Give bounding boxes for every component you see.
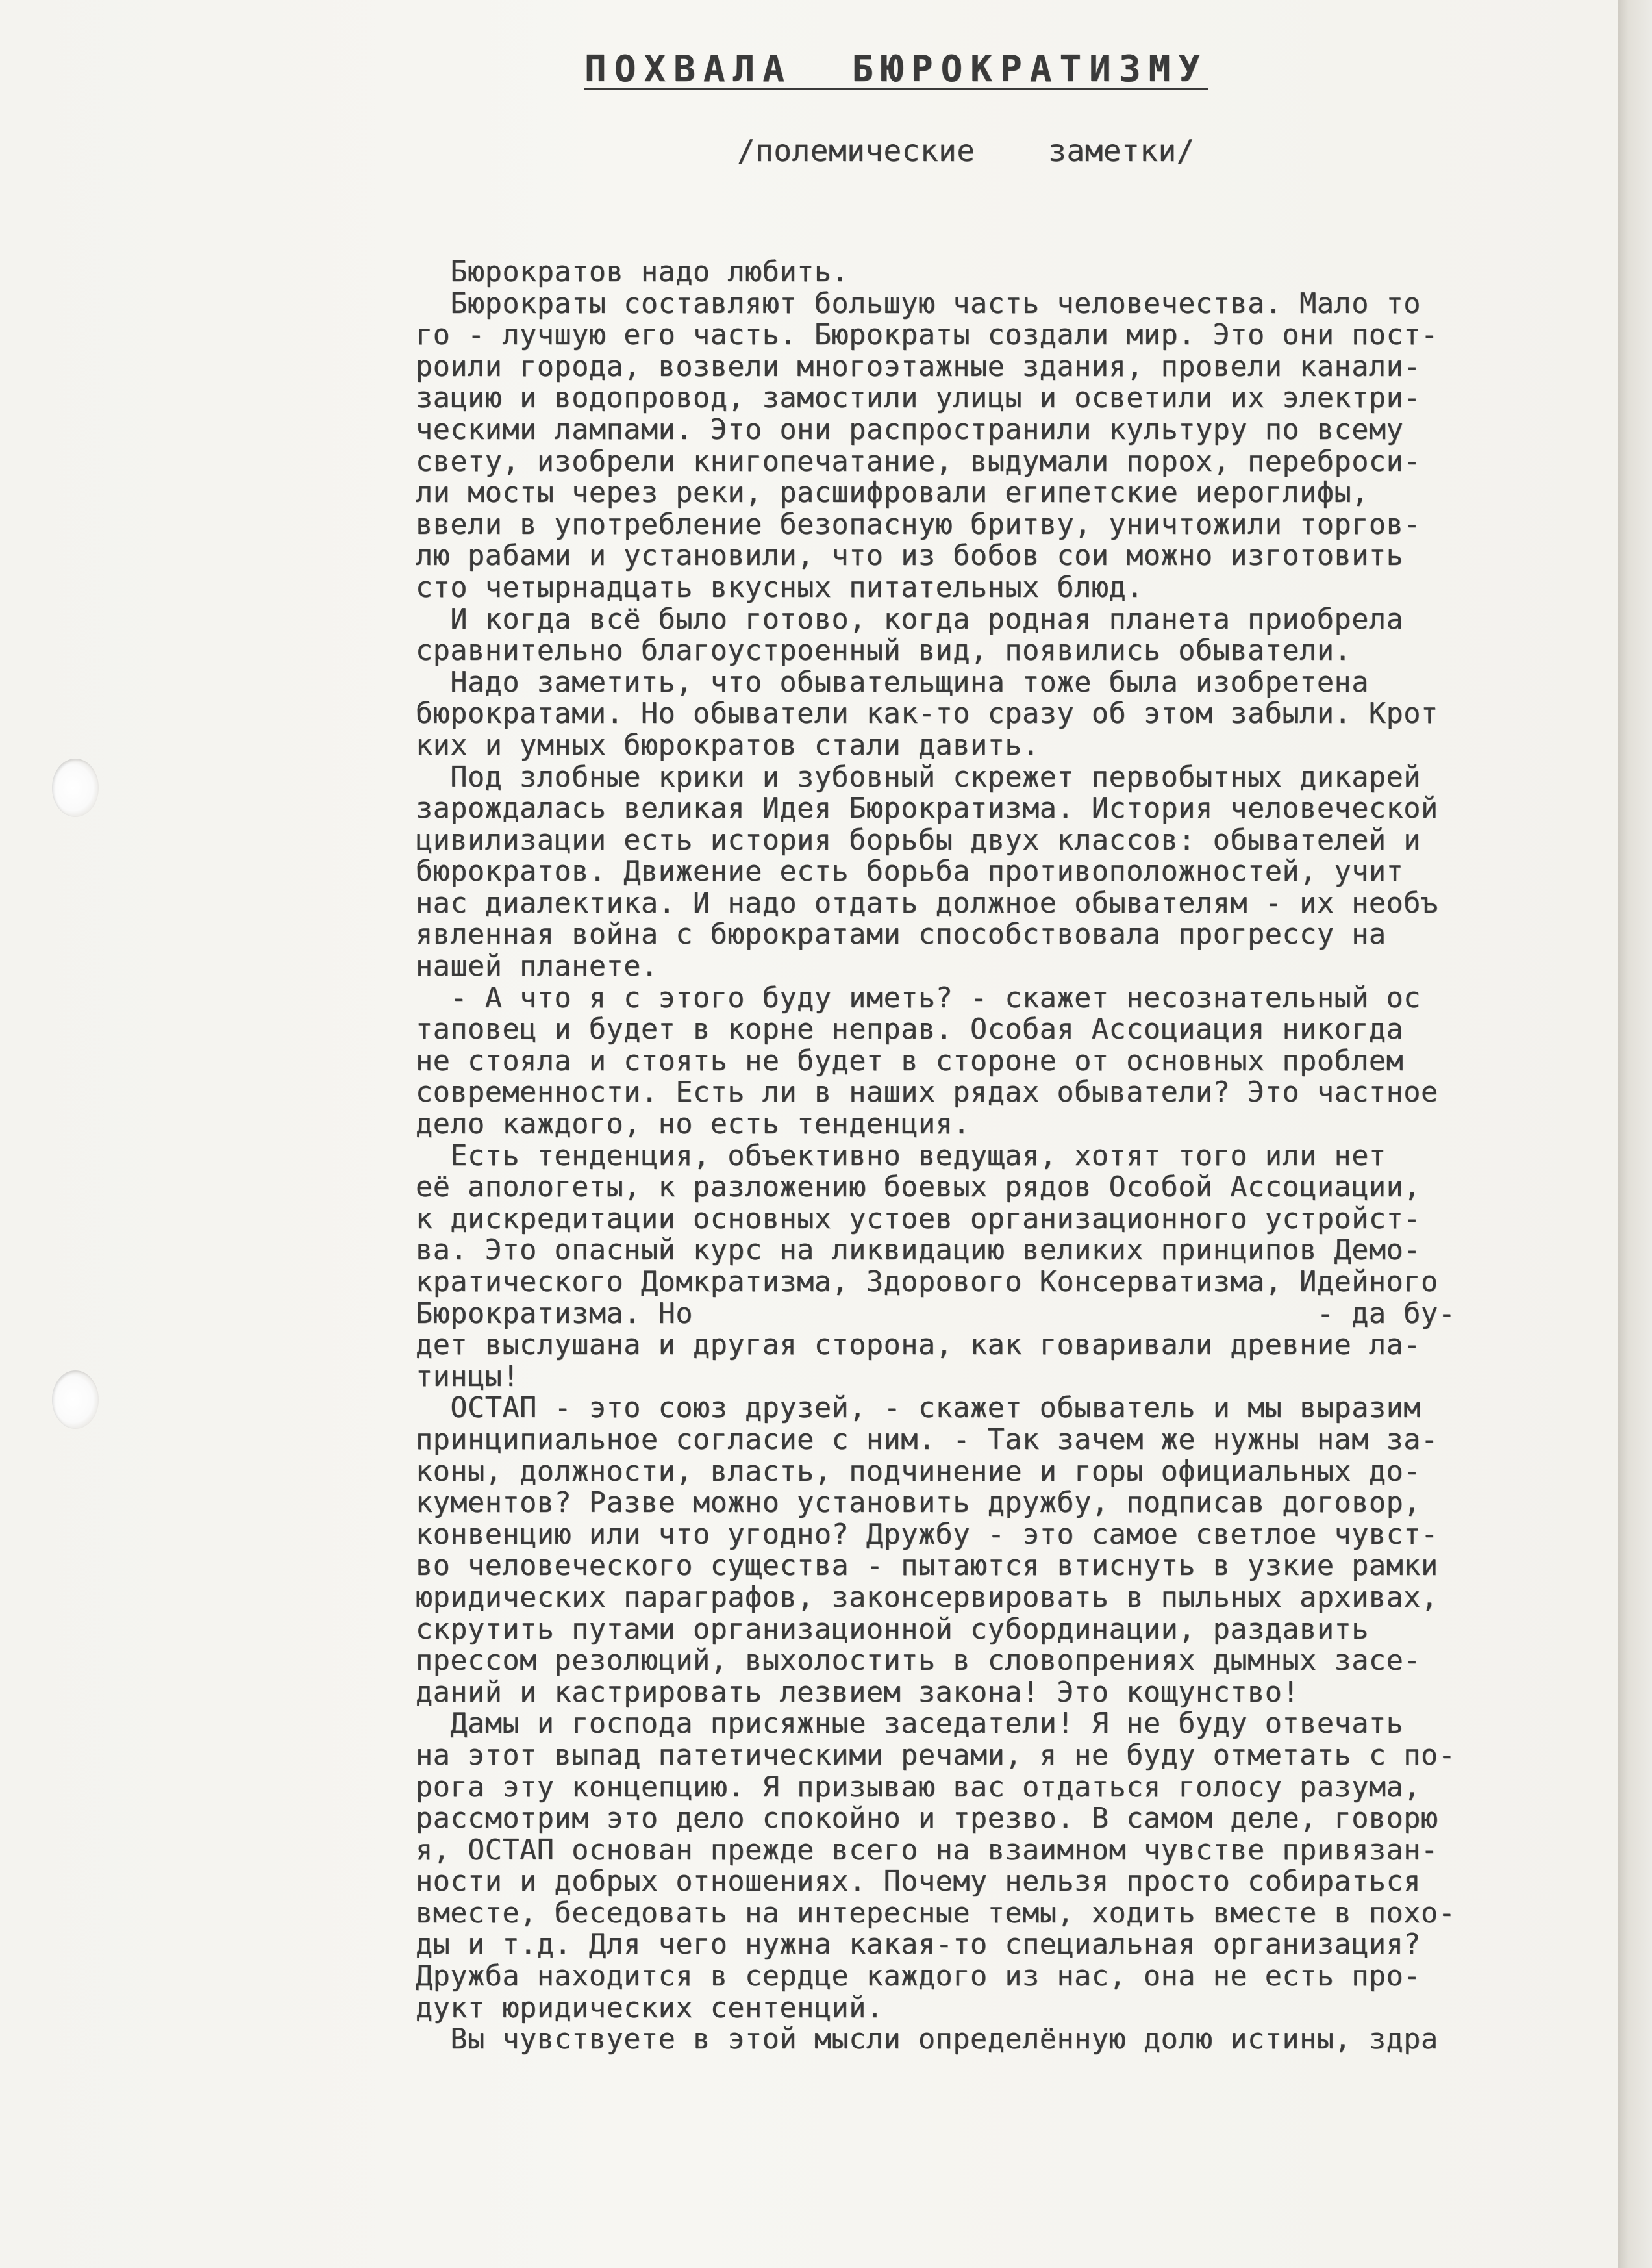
document-body — [416, 257, 1610, 2056]
document-title: ПОХВАЛА БЮРОКРАТИЗМУ — [584, 48, 1208, 90]
text-line: её апологеты, к разложению боевых рядов Особой Ассоциации, — [416, 1171, 1421, 1204]
text-line: ких и умных бюрократов стали давить. — [416, 729, 1040, 762]
text-line: Дамы и господа присяжные заседатели! Я не буду отвечать — [416, 1707, 1404, 1741]
text-line: ввели в употребление безопасную бритву, уничтожили торгов- — [416, 508, 1421, 541]
text-line: конвенцию или что угодно? Дружбу - это самое светлое чувст- — [416, 1518, 1438, 1551]
text-line: вместе, беседовать на интересные темы, ходить вместе в похо- — [416, 1896, 1456, 1930]
text-line: дело каждого, но есть тенденция. — [416, 1108, 971, 1141]
text-line: дукт юридических сентенций. — [416, 1991, 884, 2024]
text-line: современности. Есть ли в наших рядах обыватели? Это частное — [416, 1076, 1438, 1109]
text-line: я, ОСТАП основан прежде всего на взаимном чувстве привязан- — [416, 1833, 1438, 1867]
text-line: Под злобные крики и зубовный скрежет первобытных дикарей — [416, 761, 1421, 794]
text-line: Бюрократов надо любить. — [416, 256, 849, 288]
text-line: И когда всё было готово, когда родная планета приобрела — [416, 603, 1404, 636]
text-line: Бюрократизма. Но - да бу- — [416, 1297, 1456, 1330]
text-line: принципиальное согласие с ним. - Так зачем же нужны нам за- — [416, 1423, 1438, 1456]
text-line: нашей планете. — [416, 950, 658, 983]
text-line: Надо заметить, что обывательщина тоже была изобретена — [416, 666, 1369, 699]
text-line: сто четырнадцать вкусных питательных блюд. — [416, 571, 1144, 604]
text-line: ности и добрых отношениях. Почему нельзя просто собираться — [416, 1865, 1421, 1898]
text-line: Бюрократы составляют большую часть человечества. Мало то — [416, 287, 1421, 320]
text-line: Дружба находится в сердце каждого из нас, она не есть про- — [416, 1960, 1421, 1993]
punch-hole — [52, 1370, 99, 1429]
text-line: явленная война с бюрократами способствовала прогрессу на — [416, 918, 1386, 951]
text-line: не стояла и стоять не будет в стороне от основных проблем — [416, 1044, 1404, 1077]
text-line: зацию и водопровод, замостили улицы и осветили их электри- — [416, 382, 1421, 415]
text-line: коны, должности, власть, подчинение и горы официальных до- — [416, 1455, 1421, 1488]
text-line: го - лучшую его часть. Бюрократы создали мир. Это они пост- — [416, 319, 1438, 352]
text-line: рассмотрим это дело спокойно и трезво. В самом деле, говорю — [416, 1802, 1438, 1835]
text-line: зарождалась великая Идея Бюрократизма. История человеческой — [416, 792, 1438, 825]
text-line: скрутить путами организационной субординации, раздавить — [416, 1613, 1369, 1646]
text-line: бюрократов. Движение есть борьба противоположностей, учит — [416, 855, 1404, 888]
text-line: тапoвец и будет в корне неправ. Особая Ассоциация никогда — [416, 1013, 1404, 1046]
text-line: - А что я с этого буду иметь? - скажет несознательный ос — [416, 981, 1421, 1014]
text-line: на этот выпад патетическими речами, я не буду отметать с по- — [416, 1739, 1456, 1772]
text-line: свету, изобрели книгопечатание, выдумали порох, переброси- — [416, 445, 1421, 478]
text-line: ва. Это опасный курс на ликвидацию великих принципов Демо- — [416, 1234, 1421, 1267]
text-line: ческими лампами. Это они распространили культуру по всему — [416, 413, 1404, 446]
text-line: кументов? Разве можно установить дружбу, подписав договор, — [416, 1487, 1421, 1520]
document-subtitle: /полемические заметки/ — [737, 133, 1195, 168]
text-line: тинцы! — [416, 1360, 520, 1393]
text-line: ды и т.д. Для чего нужна какая-то специальная организация? — [416, 1928, 1421, 1961]
text-line: кратического Домкратизма, Здорового Консерватизма, Идейного — [416, 1266, 1438, 1298]
text-line: прессом резолюций, выхолостить в словопрениях дымных засе- — [416, 1644, 1421, 1678]
text-line: даний и кастрировать лезвием закона! Это кощунство! — [416, 1676, 1300, 1709]
text-line: роили города, возвели многоэтажные здания, провели канали- — [416, 350, 1421, 383]
text-line: лю рабами и установили, что из бобов сои можно изготовить — [416, 540, 1404, 573]
text-line: юридических параграфов, законсервировать в пыльных архивах, — [416, 1581, 1438, 1614]
text-line: ОСТАП - это союз друзей, - скажет обыватель и мы выразим — [416, 1392, 1421, 1425]
text-line: ли мосты через реки, расшифровали египетские иероглифы, — [416, 477, 1369, 510]
page-edge-shadow — [1618, 0, 1652, 2268]
text-line: цивилизации есть история борьбы двух классов: обывателей и — [416, 824, 1421, 857]
text-line: Есть тенденция, объективно ведущая, хотят того или нет — [416, 1139, 1386, 1172]
punch-hole — [52, 759, 99, 817]
text-line: Вы чувствуете в этой мысли определённую долю истины, здра — [416, 2023, 1438, 2056]
text-line: дет выслушана и другая сторона, как говаривали древние ла- — [416, 1329, 1421, 1362]
text-line: рога эту концепцию. Я призываю вас отдаться голосу разума, — [416, 1770, 1421, 1804]
text-line: сравнительно благоустроенный вид, появились обыватели. — [416, 635, 1352, 668]
text-line: к дискредитации основных устоев организационного устройст- — [416, 1202, 1421, 1235]
text-line: во человеческого существа - пытаются втиснуть в узкие рамки — [416, 1550, 1438, 1583]
text-line: нас диалектика. И надо отдать должное обывателям - их необъ — [416, 887, 1438, 920]
text-line: бюрократами. Но обыватели как-то сразу об этом забыли. Крот — [416, 698, 1438, 731]
